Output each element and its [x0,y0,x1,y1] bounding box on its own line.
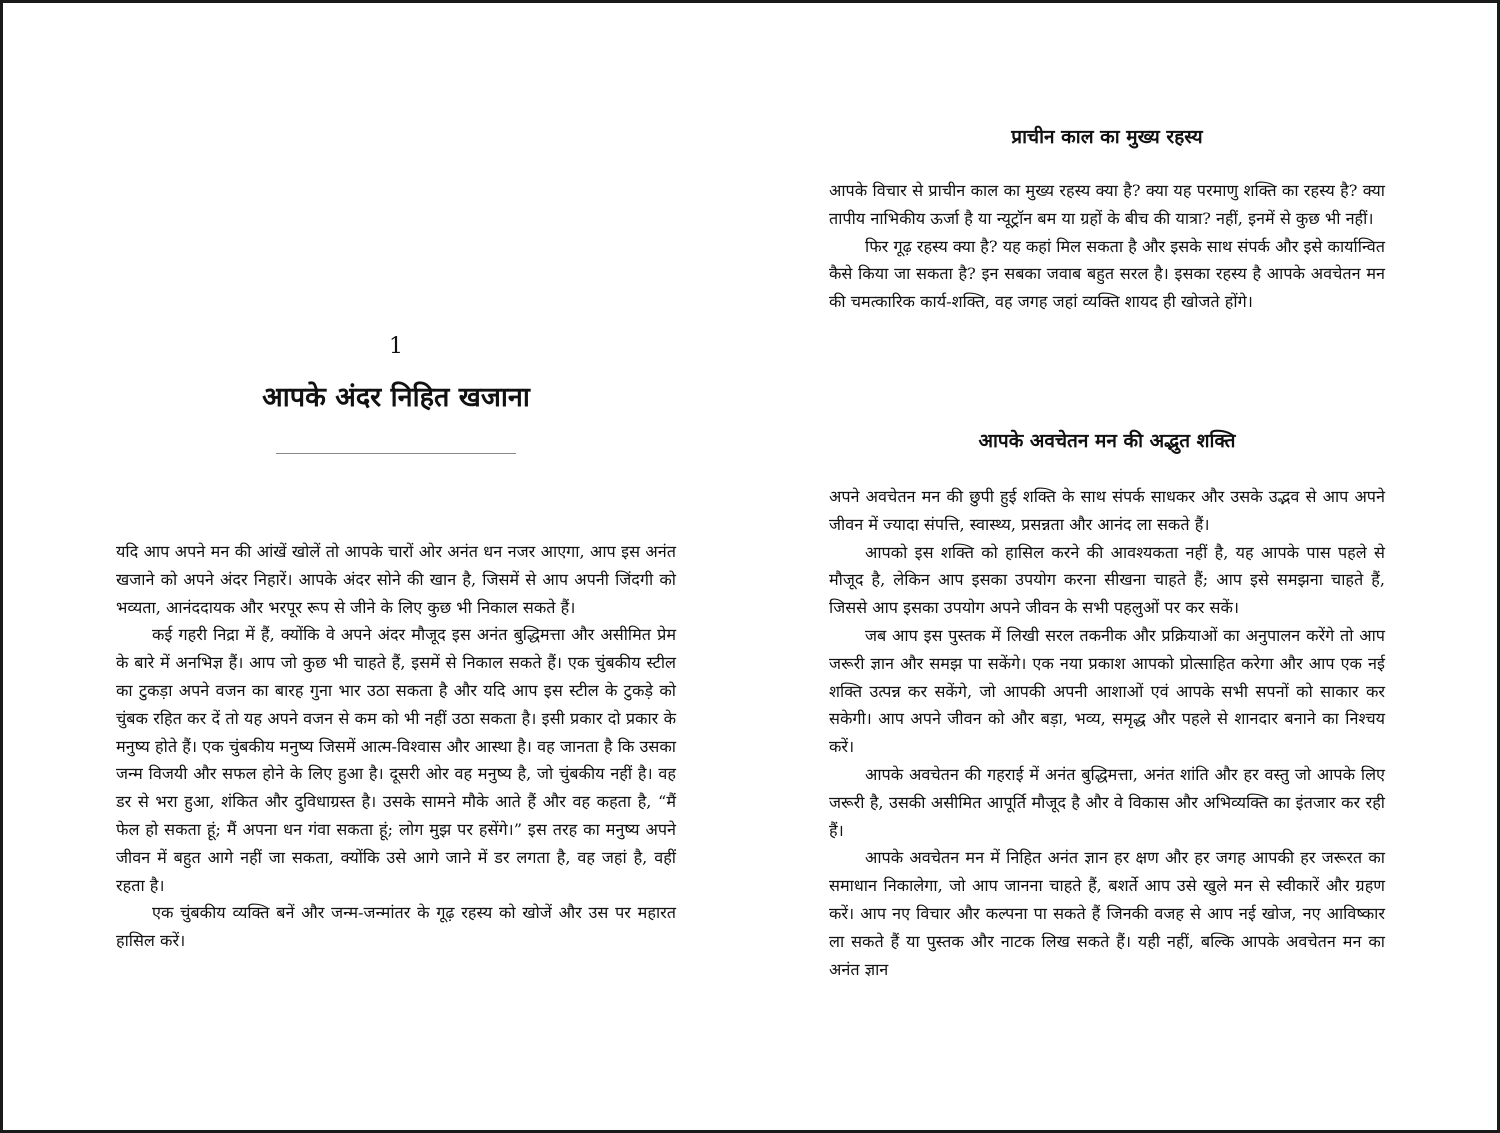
paragraph: आपके अवचेतन मन में निहित अनंत ज्ञान हर क्षण और हर जगह आपकी हर जरूरत का समाधान निकालेगा, जो आप जानना चाहते हैं, बशर्ते आप उसे खुले मन से स्वीकारें और ग्रहण करें। आप नए विचार और कल्पना पा सकते हैं जिनकी वजह से आप नई खोज, नए आविष्कार ला सकते हैं या पुस्तक और नाटक लिख सकते हैं। यही नहीं, बल्कि आपके अवचेतन मन का अनंत ज्ञान [829,848,1385,979]
paragraph: आपके विचार से प्राचीन काल का मुख्य रहस्य क्या है? क्या यह परमाणु शक्ति का रहस्य है? क्या तापीय नाभिकीय ऊर्जा है या न्यूट्रॉन बम या ग्रहों के बीच की यात्रा? नहीं, इनमें से कुछ भी नहीं। [829,181,1385,228]
paragraph: एक चुंबकीय व्यक्ति बनें और जन्म-जन्मांतर के गूढ़ रहस्य को खोजें और उस पर महारत हासिल करें। [116,903,676,951]
paragraph: जब आप इस पुस्तक में लिखी सरल तकनीक और प्रक्रियाओं का अनुपालन करेंगे तो आप जरूरी ज्ञान और समझ पा सकेंगे। एक नया प्रकाश आपको प्रोत्साहित करेगा और आप एक नई शक्ति उत्पन्न कर सकेंगे, जो आपकी अपनी आशाओं एवं आपके सभी सपनों को साकार कर सकेगी। आप अपने जीवन को और बड़ा, भव्य, समृद्ध और पहले से शानदार बनाने का निश्चय करें। [829,625,1385,757]
paragraph: यदि आप अपने मन की आंखें खोलें तो आपके चारों ओर अनंत धन नजर आएगा, आप इस अनंत खजाने को अपने अंदर निहारें। आपके अंदर सोने की खान है, जिसमें से आप अपनी जिंदगी को भव्यता, आनंददायक और भरपूर रूप से जीने के लिए कुछ भी निकाल सकते हैं। [116,542,676,617]
paragraph: अपने अवचेतन मन की छुपी हुई शक्ति के साथ संपर्क साधकर और उसके उद्भव से आप अपने जीवन में ज्यादा संपत्ति, स्वास्थ्य, प्रसन्नता और आनंद ला सकते हैं। [829,487,1385,534]
chapter-title: आपके अंदर निहित खजाना [262,382,530,413]
section-body-ancient-secret [829,177,1385,316]
paragraph: कई गहरी निद्रा में हैं, क्योंकि वे अपने अंदर मौजूद इस अनंत बुद्धिमत्ता और असीमित प्रेम के बारे में अनभिज्ञ हैं। आप जो कुछ भी चाहते हैं, इसमें से निकाल सकते हैं। एक चुंबकीय स्टील का टुकड़ा अपने वजन का बारह गुना भार उठा सकता है और यदि आप इस स्टील के टुकड़े को चुंबक रहित कर दें तो यह अपने वजन से कम को भी नहीं उठा सकता है। इसी प्रकार दो प्रकार के मनुष्य होते हैं। एक चुंबकीय मनुष्य जिसमें आत्म-विश्वास और आस्था है। वह जानता है कि उसका जन्म विजयी और सफल होने के लिए हुआ है। दूसरी ओर वह मनुष्य है, जो चुंबकीय नहीं है। वह डर से भरा हुआ, शंकित और दुविधाग्रस्त है। उसके सामने मौके आते हैं और वह कहता है, “मैं फेल हो सकता हूं; मैं अपना धन गंवा सकता हूं; लोग मुझ पर हसेंगे।” इस तरह का मनुष्य अपने जीवन में बहुत आगे नहीं जा सकता, क्योंकि उसे आगे जाने में डर लगता है, वह जहां है, वहीं रहता है। [116,625,676,895]
paragraph: आपको इस शक्ति को हासिल करने की आवश्यकता नहीं है, यह आपके पास पहले से मौजूद है, लेकिन आप इसका उपयोग करना सीखना चाहते हैं; आप इसे समझना चाहते हैं, जिससे आप इसका उपयोग अपने जीवन के सभी पहलुओं पर कर सकें। [829,542,1385,618]
chapter-divider [276,453,516,454]
left-page-body [116,538,676,955]
paragraph: फिर गूढ़ रहस्य क्या है? यह कहां मिल सकता है और इसके साथ संपर्क और इसे कार्यान्वित कैसे किया जा सकता है? इन सबका जवाब बहुत सरल है। इसका रहस्य है आपके अवचेतन मन की चमत्कारिक कार्य-शक्ति, वह जगह जहां व्यक्ति शायद ही खोजते होंगे। [829,236,1385,312]
section-heading-ancient-secret: प्राचीन काल का मुख्य रहस्य [1011,126,1203,148]
section-body-subconscious-power [829,483,1385,983]
chapter-number: 1 [389,334,403,359]
paragraph: आपके अवचेतन की गहराई में अनंत बुद्धिमत्ता, अनंत शांति और हर वस्तु जो आपके लिए जरूरी है, उसकी असीमित आपूर्ति मौजूद है और वे विकास और अभिव्यक्ति का इंतजार कर रही हैं। [829,764,1385,840]
section-heading-subconscious-power: आपके अवचेतन मन की अद्भुत शक्ति [978,430,1236,452]
